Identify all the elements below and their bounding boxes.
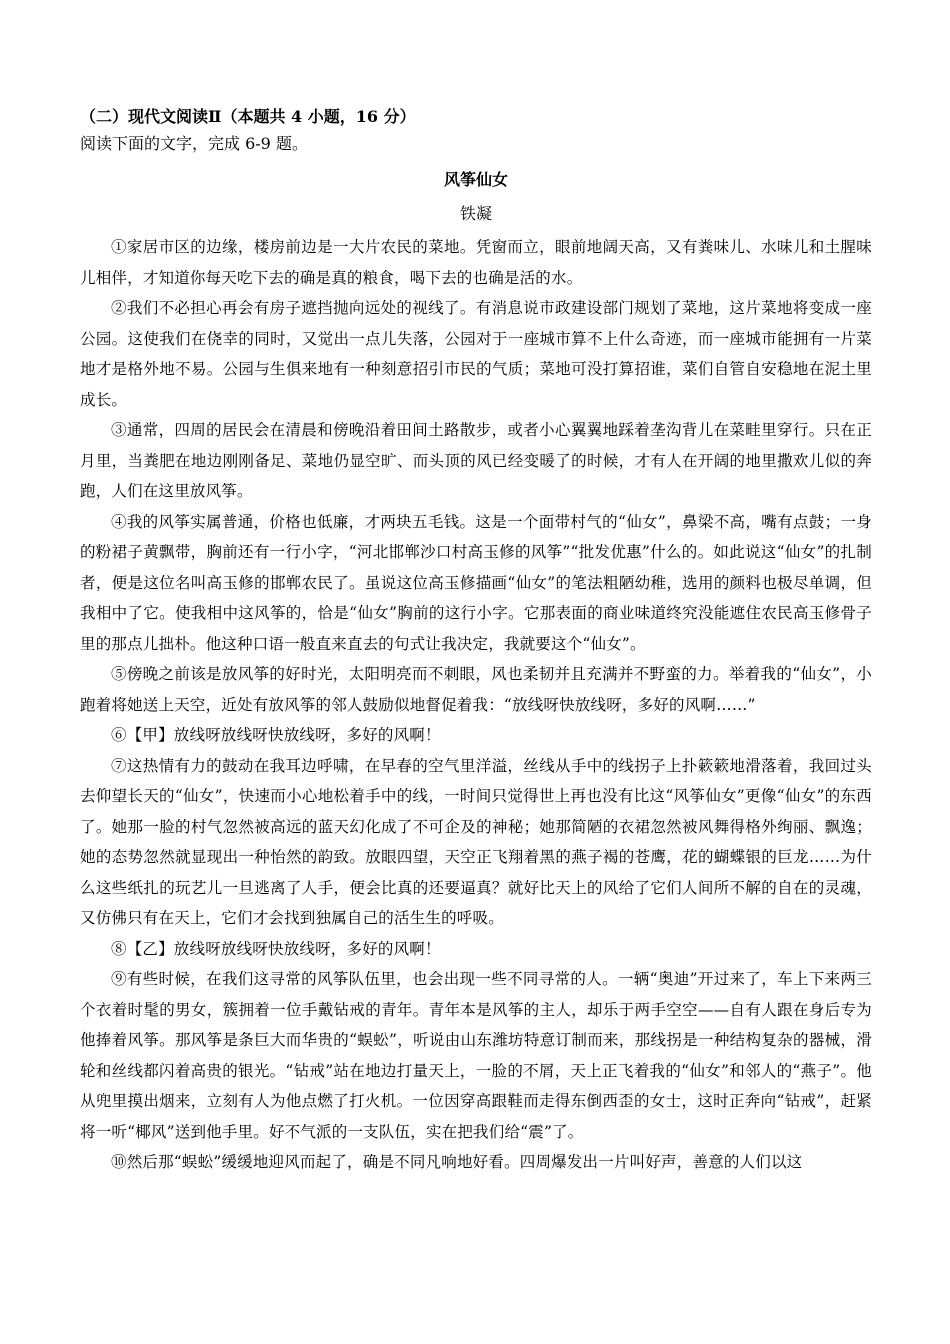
document-page [80, 104, 872, 1178]
paragraph-7: ⑦这热情有力的鼓动在我耳边呼啸，在早春的空气里洋溢，丝线从手中的线拐子上扑簌簌地滑落着，我回过头去仰望长天的“仙女”，快速而小心地松着手中的线，一时间只觉得世上再也没有比这“风筝仙女”更像“仙女”的东西了。她那一脸的村气忽然被高远的蓝天幻化成了不可企及的神秘；她那简陋的衣裙忽然被风舞得格外绚丽、飘逸；她的态势忽然就显现出一种怡然的韵致。放眼四望，天空正飞翔着黑的燕子褐的苍鹰，花的蝴蝶银的巨龙……为什么这些纸扎的玩艺儿一旦逃离了人手，便会比真的还要逼真？就好比天上的风给了它们人间所不解的自在的灵魂，又仿佛只有在天上，它们才会找到独属自己的活生生的呼吸。 [80, 756, 872, 927]
paragraph-4: ④我的风筝实属普通，价格也低廉，才两块五毛钱。这是一个面带村气的“仙女”，鼻梁不高，嘴有点鼓；一身的粉裙子黄飘带，胸前还有一行小字，“河北邯郸沙口村高玉修的风筝”“批发优惠”什么的。如此说这“仙女”的扎制者，便是这位名叫高玉修的邯郸农民了。虽说这位高玉修描画“仙女”的笔法粗陋幼稚，选用的颜料也极尽单调，但我相中了它。使我相中这风筝的，恰是“仙女”胸前的这行小字。它那表面的商业味道终究没能遮住农民高玉修骨子里的那点儿拙朴。他这种口语一般直来直去的句式让我决定，我就要这个“仙女”。 [80, 512, 872, 653]
paragraph-9: ⑨有些时候，在我们这寻常的风筝队伍里，也会出现一些不同寻常的人。一辆“奥迪”开过来了，车上下来两三个衣着时髦的男女，簇拥着一位手戴钻戒的青年。青年本是风筝的主人，却乐于两手空空——自有人跟在身后专为他捧着风筝。那风筝是条巨大而华贵的“蜈蚣”，听说由山东潍坊特意订制而来，那线拐是一种结构复杂的器械，滑轮和丝线都闪着高贵的银光。“钻戒”站在地边打量天上，一脸的不屑，天上正飞着我的“仙女”和邻人的“燕子”。他从兜里摸出烟来，立刻有人为他点燃了打火机。一位因穿高跟鞋而走得东倒西歪的女士，这时正奔向“钻戒”，赶紧将一听“椰风”送到他手里。好不气派的一支队伍，实在把我们给“震”了。 [80, 970, 872, 1141]
paragraph-10: ⑩然后那“蜈蚣”缓缓地迎风而起了，确是不同凡响地好看。四周爆发出一片叫好声，善意的人们以这 [111, 1153, 803, 1171]
story-author: 铁凝 [459, 204, 492, 223]
story-title: 风筝仙女 [443, 170, 508, 189]
paragraph-6: ⑥【甲】放线呀放线呀快放线呀，多好的风啊！ [111, 726, 441, 744]
reading-instruction: 阅读下面的文字，完成 6-9 题。 [80, 134, 308, 153]
section-title: （二）现代文阅读Ⅱ（本题共 4 小题，16 分） [80, 107, 416, 126]
paragraph-5: ⑤傍晚之前该是放风筝的好时光，太阳明亮而不刺眼，风也柔韧并且充满并不野蛮的力。举着我的“仙女”，小跑着将她送上天空，近处有放风筝的邻人鼓励似地督促着我：“放线呀快放线呀，多好的风啊……” [80, 665, 872, 714]
paragraph-8: ⑧【乙】放线呀放线呀快放线呀，多好的风啊！ [111, 939, 441, 958]
paragraph-1: ①家居市区的边缘，楼房前边是一大片农民的菜地。凭窗而立，眼前地阔天高，又有粪味儿、水味儿和土腥味儿相伴，才知道你每天吃下去的确是真的粮食，喝下去的也确是活的水。 [80, 238, 872, 287]
paragraph-2: ②我们不必担心再会有房子遮挡抛向远处的视线了。有消息说市政建设部门规划了菜地，这片菜地将变成一座公园。这使我们在侥幸的同时，又觉出一点儿失落，公园对于一座城市算不上什么奇迹，而一座城市能拥有一片菜地才是格外地不易。公园与生俱来地有一种刻意招引市民的气质；菜地可没打算招谁，菜们自管自安稳地在泥土里成长。 [80, 299, 872, 409]
paragraph-3: ③通常，四周的居民会在清晨和傍晚沿着田间土路散步，或者小心翼翼地踩着垄沟背儿在菜畦里穿行。只在正月里，当粪肥在地边刚刚备足、菜地仍显空旷、而头顶的风已经变暖了的时候，才有人在开阔的地里撒欢儿似的奔跑，人们在这里放风筝。 [80, 421, 872, 500]
story-body [80, 232, 872, 1178]
